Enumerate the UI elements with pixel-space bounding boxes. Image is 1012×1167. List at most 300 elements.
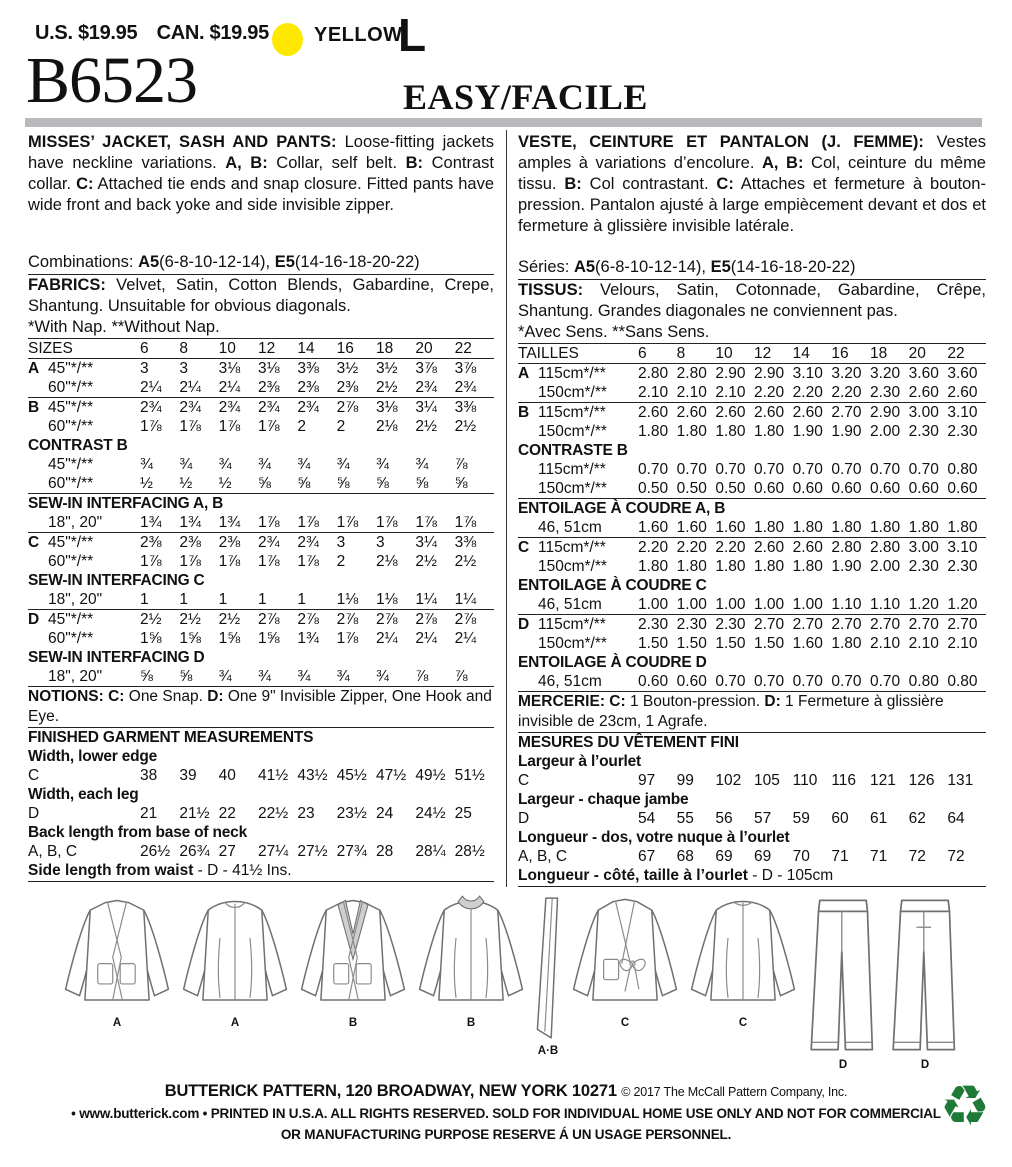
- yardage-value: 1⅞: [375, 514, 398, 531]
- yardage-value: 2.70: [908, 616, 939, 633]
- row-label: 115cm*/**: [538, 365, 606, 382]
- yardage-value: 0.50: [676, 480, 707, 497]
- yardage-value: ¾: [179, 456, 193, 473]
- yardage-value: 22½: [257, 805, 289, 822]
- yardage-value: 2.70: [831, 616, 862, 633]
- yardage-value: 14: [792, 345, 810, 362]
- yardage-value: 0.70: [792, 461, 823, 478]
- column-divider: [506, 130, 507, 887]
- table-row: [518, 595, 986, 614]
- yardage-value: 2⅜: [179, 534, 201, 551]
- table-row: [518, 866, 986, 886]
- yardage-value: 110: [792, 772, 818, 789]
- yardage-value: 28¼: [415, 843, 446, 860]
- us-price: U.S. $19.95: [35, 22, 138, 44]
- yardage-value: 2⅛: [375, 553, 398, 570]
- yardage-value: ¾: [257, 456, 271, 473]
- yardage-value: 0.80: [947, 673, 978, 690]
- text-segment: VESTE, CEINTURE ET PANTALON (J. FEMME):: [518, 133, 937, 151]
- yardage-value: 1⅞: [257, 553, 280, 570]
- view-letter: A: [518, 365, 530, 382]
- pants-back-drawing: [884, 893, 966, 1071]
- yardage-value: 0.60: [792, 480, 823, 497]
- yardage-value: 2¾: [297, 534, 319, 551]
- french-nap-note: *Avec Sens. **Sans Sens.: [518, 323, 710, 341]
- jacket-back-plain-icon: [684, 893, 802, 1015]
- yardage-value: 1.90: [792, 423, 823, 440]
- yardage-value: 2½: [454, 418, 477, 435]
- yardage-value: 14: [297, 340, 315, 357]
- table-row: Largeur - chaque jambe: [518, 791, 689, 808]
- text-segment: One Snap.: [124, 688, 208, 705]
- view-letter: D: [28, 611, 40, 628]
- figure-label: A: [230, 1017, 240, 1029]
- yardage-value: 1⅝: [140, 630, 162, 647]
- yardage-value: 2⅞: [415, 611, 437, 628]
- yardage-value: 2.30: [947, 423, 978, 440]
- yardage-value: 18: [870, 345, 888, 362]
- yardage-value: 27¾: [336, 843, 367, 860]
- yardage-value: 2½: [454, 553, 477, 570]
- yardage-value: 1⅞: [218, 418, 241, 435]
- view-letter: D: [518, 616, 530, 633]
- yardage-value: 1.80: [676, 558, 707, 575]
- row-label: 46, 51cm: [538, 596, 602, 613]
- yardage-value: 0.70: [754, 461, 785, 478]
- yardage-value: 2.30: [947, 558, 978, 575]
- text-segment: E5: [710, 258, 731, 276]
- table-row: Width, lower edge: [28, 748, 158, 765]
- text-segment: MERCERIE:: [518, 693, 610, 710]
- yardage-value: 1⅞: [297, 553, 319, 570]
- row-label: TAILLES: [518, 345, 579, 362]
- text-segment: Velvet, Satin, Cotton Blends, Gabardine, Crepe, Shantung. Unsuitable for obvious diagonals.: [28, 276, 494, 315]
- yardage-value: 1.80: [831, 635, 862, 652]
- figure-label: B: [466, 1017, 476, 1029]
- text-segment: Loose-fitting jackets have neckline variations.: [28, 133, 494, 172]
- figure-label: C: [620, 1017, 630, 1029]
- text-segment: (6-8-10-12-14),: [159, 253, 275, 271]
- text-segment: Longueur - côté, taille à l’ourlet: [518, 867, 748, 884]
- yardage-value: 45½: [336, 767, 367, 784]
- yardage-value: 27: [218, 843, 236, 860]
- yardage-value: 22: [218, 805, 236, 822]
- row-label: SIZES: [28, 340, 73, 357]
- yardage-value: 0.50: [715, 480, 746, 497]
- text-segment: A, B:: [761, 154, 804, 172]
- table-row: [28, 474, 494, 493]
- yardage-value: 1¾: [297, 630, 319, 647]
- english-yardage-table: [28, 338, 494, 882]
- yardage-value: ¾: [415, 456, 429, 473]
- row-label: C: [518, 772, 530, 789]
- text-segment: B:: [564, 175, 582, 193]
- yardage-value: ⅝: [297, 475, 311, 492]
- yardage-value: 2½: [179, 611, 201, 628]
- pants-back-icon: [884, 893, 966, 1057]
- english-fabrics: [28, 275, 494, 317]
- table-row: [28, 532, 494, 552]
- yardage-value: 12: [754, 345, 772, 362]
- view-letter: C: [28, 534, 40, 551]
- yardage-value: 1⅞: [297, 514, 319, 531]
- yardage-value: 2: [336, 418, 346, 435]
- row-label: 46, 51cm: [538, 673, 602, 690]
- yardage-value: 1⅞: [415, 514, 437, 531]
- table-row: [518, 614, 986, 634]
- yardage-value: 0.80: [908, 673, 939, 690]
- jacket-wrap-front-icon: [566, 893, 684, 1015]
- yardage-value: 23½: [336, 805, 367, 822]
- view-letter: B: [518, 404, 530, 421]
- yardage-value: 2.10: [676, 384, 707, 401]
- yardage-value: ¾: [218, 456, 232, 473]
- yardage-value: 2.10: [870, 635, 901, 652]
- text-segment: Combinations:: [28, 253, 139, 271]
- yardage-value: ⅝: [140, 668, 153, 685]
- table-row: SEW-IN INTERFACING C: [28, 572, 205, 589]
- text-segment: A5: [573, 258, 596, 276]
- yardage-value: 2⅜: [336, 379, 359, 396]
- table-row: [518, 691, 986, 732]
- yardage-value: ¾: [257, 668, 271, 685]
- yardage-value: 2.20: [831, 384, 862, 401]
- table-row: SEW-IN INTERFACING D: [28, 649, 205, 666]
- table-row: Largeur à l’ourlet: [518, 753, 642, 770]
- row-label: 115cm*/**: [538, 461, 606, 478]
- jacket-back-contrast-icon: [412, 893, 530, 1015]
- pants-front-drawing: [802, 893, 884, 1071]
- size-letter: L: [398, 9, 427, 61]
- text-segment: MISSES’ JACKET, SASH AND PANTS:: [28, 133, 345, 151]
- yardage-value: 0.60: [831, 480, 862, 497]
- yardage-value: 2.80: [676, 365, 707, 382]
- yardage-value: ⅝: [454, 475, 468, 492]
- footer-usage-line: OR MANUFACTURING PURPOSE RESERVE Á UN USAGE PERSONNEL.: [280, 1127, 732, 1142]
- yardage-value: 55: [676, 810, 694, 827]
- jacket-back-icon: [176, 893, 294, 1015]
- yardage-value: 38: [140, 767, 158, 784]
- yardage-value: 2.20: [754, 384, 785, 401]
- yardage-value: 2¾: [179, 399, 201, 416]
- pants-front-icon: [802, 893, 884, 1057]
- table-row: FINISHED GARMENT MEASUREMENTS: [28, 727, 494, 747]
- yardage-value: 0.50: [638, 480, 669, 497]
- yardage-value: 131: [947, 772, 974, 789]
- yardage-value: 28: [375, 843, 394, 860]
- yardage-value: ⅝: [375, 475, 389, 492]
- table-row: [518, 363, 986, 383]
- yardage-value: 22: [454, 340, 472, 357]
- yardage-value: 0.60: [870, 480, 901, 497]
- yellow-dot-icon: [272, 23, 303, 56]
- yardage-value: 1.80: [792, 558, 823, 575]
- yardage-value: 3.10: [792, 365, 823, 382]
- yardage-value: 3⅛: [375, 399, 398, 416]
- table-row: [518, 537, 986, 557]
- yardage-value: 2¼: [140, 379, 162, 396]
- table-row: [518, 460, 986, 479]
- yardage-value: 2¼: [415, 630, 437, 647]
- yardage-value: 3⅛: [218, 360, 241, 377]
- yardage-value: 2.90: [715, 365, 746, 382]
- yardage-value: 1¾: [179, 514, 201, 531]
- yardage-value: 71: [870, 848, 888, 865]
- text-segment: Velours, Satin, Cotonnade, Gabardine, Crêpe, Shantung. Grandes diagonales ne conviennent pas.: [518, 281, 986, 320]
- yardage-value: 3: [336, 534, 346, 551]
- yardage-value: 64: [947, 810, 965, 827]
- yardage-value: 2.60: [676, 404, 707, 421]
- yardage-value: ¾: [336, 668, 350, 685]
- row-label: 18", 20": [48, 668, 103, 685]
- french-description: [518, 132, 986, 237]
- yardage-value: 2⅞: [336, 399, 359, 416]
- yardage-value: 2¾: [218, 399, 241, 416]
- yardage-value: 1.80: [676, 423, 707, 440]
- yardage-value: 47½: [375, 767, 407, 784]
- figure-label: D: [838, 1059, 848, 1071]
- english-combinations: [28, 252, 494, 275]
- yardage-value: 10: [218, 340, 236, 357]
- yardage-value: 1¼: [415, 591, 437, 608]
- yardage-value: 2½: [415, 418, 437, 435]
- text-segment: (6-8-10-12-14),: [595, 258, 711, 276]
- text-segment: - D - 41½ Ins.: [193, 862, 292, 879]
- table-row: [518, 518, 986, 537]
- sash-drawing: [530, 893, 566, 1057]
- text-segment: TISSUS:: [518, 281, 601, 299]
- yardage-value: 3⅞: [454, 360, 477, 377]
- yardage-value: ¾: [375, 456, 389, 473]
- yardage-value: 39: [179, 767, 197, 784]
- row-label: 60"*/**: [48, 379, 94, 396]
- table-row: [28, 686, 494, 727]
- yardage-value: 99: [676, 772, 694, 789]
- yardage-value: 1⅛: [336, 591, 359, 608]
- yardage-value: 3⅜: [454, 534, 477, 551]
- yardage-value: 3.10: [947, 539, 978, 556]
- yardage-value: ⅝: [415, 475, 429, 492]
- yardage-value: 3½: [336, 360, 359, 377]
- yardage-value: 10: [715, 345, 733, 362]
- yardage-value: 1.00: [715, 596, 746, 613]
- yardage-value: 3⅜: [297, 360, 319, 377]
- french-column: [518, 132, 986, 887]
- table-row: [518, 809, 986, 828]
- yardage-value: 1.80: [792, 519, 823, 536]
- yardage-value: 1.80: [638, 423, 669, 440]
- view-letter: A: [28, 360, 40, 377]
- yardage-value: 2.90: [870, 404, 901, 421]
- yardage-value: 27½: [297, 843, 328, 860]
- yardage-value: 3½: [375, 360, 398, 377]
- yardage-value: 2.10: [947, 635, 978, 652]
- text-segment: Col, ceinture du même tissu.: [518, 154, 986, 193]
- table-row: [28, 417, 494, 436]
- yardage-value: 60: [831, 810, 849, 827]
- yardage-value: ¾: [140, 456, 153, 473]
- yardage-value: 0.70: [831, 461, 862, 478]
- yardage-value: 2.20: [715, 539, 746, 556]
- table-row: [518, 557, 986, 576]
- yardage-value: 3: [140, 360, 149, 377]
- jacket-c-back-drawing: [684, 893, 802, 1029]
- yardage-value: 1.50: [638, 635, 669, 652]
- text-segment: (14-16-18-20-22): [294, 253, 420, 271]
- table-row: [28, 766, 494, 785]
- yardage-value: 24½: [415, 805, 446, 822]
- yardage-value: 2.30: [870, 384, 901, 401]
- yardage-value: ¾: [218, 668, 232, 685]
- text-segment: A, B:: [225, 154, 268, 172]
- table-row: [28, 861, 494, 881]
- yardage-value: 1.50: [754, 635, 785, 652]
- yardage-value: 2.80: [638, 365, 669, 382]
- yardage-value: 72: [947, 848, 965, 865]
- yardage-value: 1.80: [831, 519, 862, 536]
- yardage-value: 2¾: [454, 379, 477, 396]
- yardage-value: 2⅞: [375, 611, 398, 628]
- yardage-value: 6: [638, 345, 647, 362]
- row-label: 45"*/**: [48, 534, 94, 551]
- english-description: [28, 132, 494, 216]
- yardage-value: 2.30: [638, 616, 669, 633]
- yardage-value: 3⅜: [454, 399, 477, 416]
- yardage-value: ⅞: [415, 668, 429, 685]
- yardage-value: 0.60: [676, 673, 707, 690]
- english-column: [28, 132, 494, 882]
- yardage-value: 1: [257, 591, 267, 608]
- yardage-value: 2.70: [754, 616, 785, 633]
- table-row: Back length from base of neck: [28, 824, 248, 841]
- yardage-value: 2⅞: [336, 611, 359, 628]
- table-row: CONTRASTE B: [518, 442, 628, 459]
- yardage-value: 69: [754, 848, 772, 865]
- yardage-value: 3.20: [831, 365, 862, 382]
- yardage-value: 16: [336, 340, 354, 357]
- yardage-value: ½: [179, 475, 193, 492]
- yardage-value: 24: [375, 805, 394, 822]
- yardage-value: 2: [336, 553, 346, 570]
- footer-rights-line: • www.butterick.com • PRINTED IN U.S.A. ALL RIGHTS RESERVED. SOLD FOR INDIVIDUAL HOME USE ONLY AND NOT FOR COMMERCIAL: [71, 1106, 941, 1121]
- yardage-value: 1: [218, 591, 228, 608]
- english-nap-note: *With Nap. **Without Nap.: [28, 318, 220, 336]
- yardage-value: 0.70: [870, 461, 901, 478]
- yardage-value: 1⅞: [336, 514, 359, 531]
- yardage-value: 1.20: [908, 596, 939, 613]
- row-label: 18", 20": [48, 591, 103, 608]
- yardage-value: 0.70: [792, 673, 823, 690]
- yardage-value: 21½: [179, 805, 210, 822]
- yardage-value: 1⅞: [454, 514, 477, 531]
- yardage-value: 2.60: [908, 384, 939, 401]
- row-label: 45"*/**: [48, 611, 94, 628]
- yardage-value: 1.00: [792, 596, 823, 613]
- yardage-value: 1.80: [715, 558, 746, 575]
- yardage-value: 0.60: [638, 673, 669, 690]
- yardage-value: 70: [792, 848, 810, 865]
- yardage-value: 2¾: [140, 399, 162, 416]
- yardage-value: 1¾: [140, 514, 162, 531]
- yardage-value: 43½: [297, 767, 328, 784]
- text-segment: Contrast collar.: [28, 154, 494, 193]
- sash-icon: [530, 893, 566, 1043]
- yardage-value: 1⅝: [257, 630, 280, 647]
- yardage-value: 1.90: [831, 423, 862, 440]
- yardage-value: 3.60: [947, 365, 978, 382]
- garment-illustrations: [58, 893, 958, 1078]
- yardage-value: 0.60: [947, 480, 978, 497]
- row-label: 60"*/**: [48, 475, 94, 492]
- yardage-value: 2.10: [638, 384, 669, 401]
- yardage-value: 1⅞: [218, 553, 241, 570]
- yardage-value: 59: [792, 810, 810, 827]
- yardage-value: 2.60: [754, 404, 785, 421]
- yardage-value: 0.70: [676, 461, 707, 478]
- yardage-value: 0.70: [715, 673, 746, 690]
- yardage-value: ¾: [297, 668, 311, 685]
- yardage-value: 2.20: [792, 384, 823, 401]
- table-row: Width, each leg: [28, 786, 139, 803]
- yardage-value: 2¾: [257, 399, 280, 416]
- yardage-value: 3¼: [415, 534, 437, 551]
- row-label: D: [28, 805, 40, 822]
- yardage-value: 2⅞: [454, 611, 477, 628]
- yardage-value: 0.60: [754, 480, 785, 497]
- table-row: [28, 552, 494, 571]
- row-label: 60"*/**: [48, 553, 94, 570]
- yardage-value: 26¾: [179, 843, 210, 860]
- yardage-value: 3.00: [908, 404, 939, 421]
- yardage-value: 2⅞: [257, 611, 280, 628]
- text-segment: E5: [274, 253, 295, 271]
- table-row: CONTRAST B: [28, 437, 128, 454]
- yardage-value: 2⅜: [257, 379, 280, 396]
- jacket-a-front-drawing: [58, 893, 176, 1029]
- yardage-value: 1.20: [947, 596, 978, 613]
- yardage-value: 1.60: [638, 519, 669, 536]
- yardage-value: 1⅞: [140, 553, 162, 570]
- yardage-value: 72: [908, 848, 926, 865]
- row-label: 45"*/**: [48, 399, 94, 416]
- row-label: A, B, C: [28, 843, 78, 860]
- jacket-c-front-drawing: [566, 893, 684, 1029]
- footer-address-line: [0, 1080, 1012, 1103]
- row-label: 150cm*/**: [538, 635, 607, 652]
- yardage-value: 56: [715, 810, 733, 827]
- jacket-b-front-drawing: [294, 893, 412, 1029]
- yardage-value: 25: [454, 805, 472, 822]
- yardage-value: 2.00: [870, 423, 901, 440]
- table-row: [518, 672, 986, 691]
- yardage-value: 1.80: [754, 558, 785, 575]
- yardage-value: 102: [715, 772, 742, 789]
- recycle-icon: ♻: [939, 1074, 990, 1137]
- text-segment: B:: [405, 154, 424, 172]
- yardage-value: ⅝: [179, 668, 193, 685]
- row-label: 45"*/**: [48, 360, 94, 377]
- yardage-value: 2⅛: [375, 418, 398, 435]
- table-row: Longueur - dos, votre nuque à l’ourlet: [518, 829, 790, 846]
- text-segment: Séries:: [518, 258, 574, 276]
- french-yardage-table: [518, 343, 986, 887]
- yardage-value: 0.70: [870, 673, 901, 690]
- yardage-value: 3.00: [908, 539, 939, 556]
- yardage-value: 2⅞: [297, 611, 319, 628]
- text-segment: - D - 105cm: [747, 867, 834, 884]
- yardage-value: 2¼: [454, 630, 477, 647]
- yardage-value: 1⅞: [257, 418, 280, 435]
